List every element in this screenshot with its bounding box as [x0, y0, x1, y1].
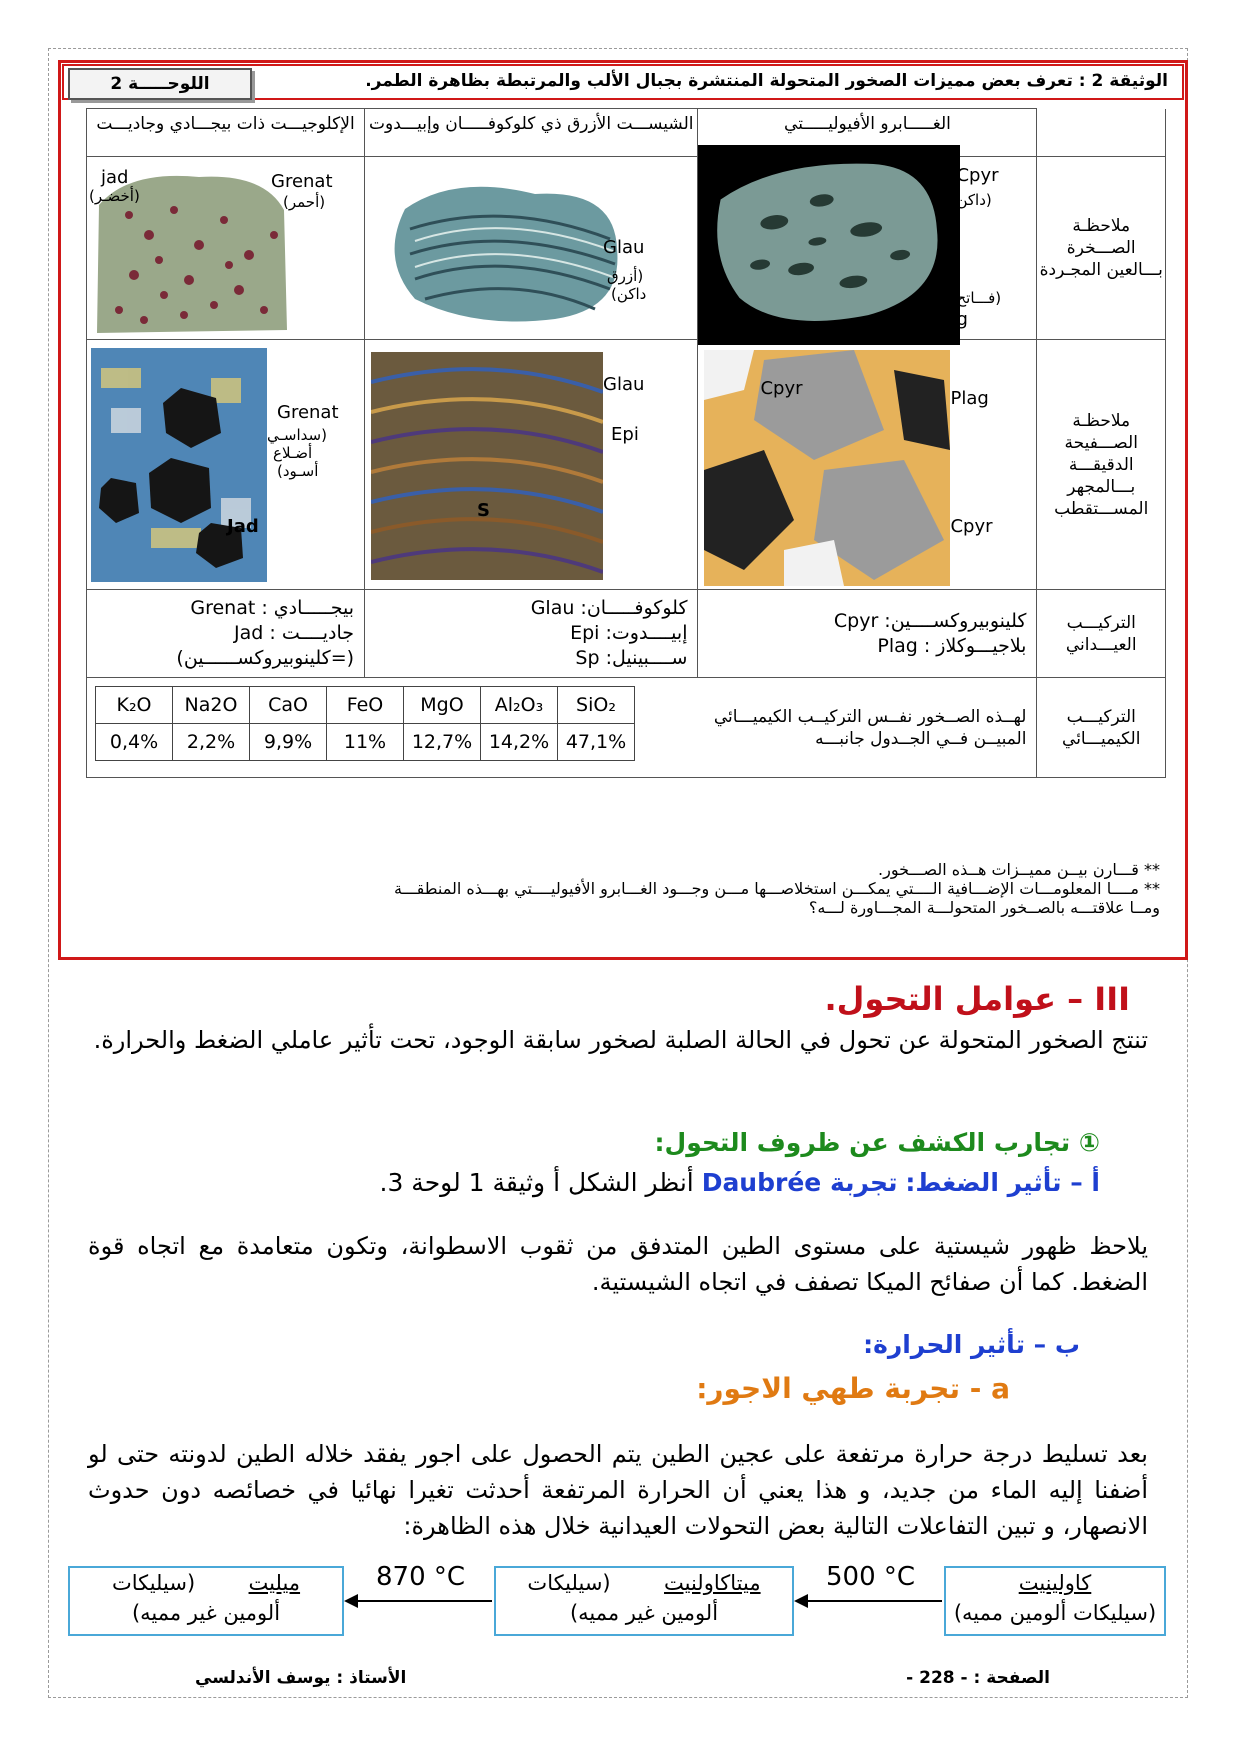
schist-mineral-1: كلوكوفـــــان: Glau — [530, 597, 688, 619]
label-glau-micro: Glau — [603, 374, 645, 395]
experiments-title: ① تجارب الكشف عن ظروف التحول: — [654, 1128, 1100, 1157]
chem-value-cao: 9,9% — [250, 724, 327, 761]
label-s-micro: S — [477, 500, 491, 521]
gabbro-micro-cell — [698, 340, 1037, 590]
question-2: ** مــــا المعلومـــات الإضـــافية الــــتي يمكـــن استخلاصـــها مـــن وجـــود الغـــابرو الأفيوليــــتي بهـــذه المنطقـــة — [394, 879, 1160, 898]
label-jad-micro: Jad — [227, 516, 259, 537]
author: الأستاذ : يوسف الأندلسي — [195, 1668, 407, 1688]
mullite-sub-2: ألومين غير مميه) — [131, 1601, 281, 1625]
metakaolinite-line-1 — [496, 1568, 792, 1598]
eclogite-mineral-1: بيجـــــادي : Grenat — [190, 597, 355, 619]
chemical-note: لهــذه الصــخور نفــس التركيــب الكيميـــائي المبيــن فــي الجــدول جانبـــه — [698, 678, 1037, 778]
label-glau-hand: Glau — [603, 237, 645, 258]
label-plag-hand: g — [956, 309, 968, 330]
row-header-minerals: التركيـــب العيـــداني — [1037, 590, 1166, 678]
col-header-gabbro: الغـــــابرو الأفيوليـــــتي — [698, 109, 1037, 157]
schist-minerals — [365, 590, 698, 678]
label-cpyr-micro-2: Cpyr — [950, 516, 993, 537]
document-title: الوثيقة 2 : تعرف بعض مميزات الصخور المتحولة المنتشرة بجبال الألب والمرتبطة بظاهرة الطمر. — [365, 71, 1168, 91]
section-heading: III – عوامل التحول. — [824, 980, 1130, 1018]
mullite-title: ميليت — [248, 1571, 301, 1595]
eclogite-hand-cell — [87, 157, 365, 340]
chemical-table-cell — [87, 678, 698, 778]
chem-header-k2o: K₂O — [96, 687, 173, 724]
chem-header-al2o3: Al₂O₃ — [481, 687, 558, 724]
gabbro-hand-image — [698, 145, 960, 345]
label-cpyr-hand: Cpyr — [956, 165, 999, 186]
label-plag-micro: Plag — [950, 388, 989, 409]
mullite-sub: (سيليكات — [111, 1571, 196, 1595]
corner-cell — [1037, 109, 1166, 157]
temp-500: 500 °C — [826, 1562, 916, 1592]
schist-mineral-3: ســــبينيل: Sp — [575, 647, 688, 669]
gabbro-mineral-1: كلينوبيروكســــين: Cpyr — [833, 609, 1027, 632]
chem-header-feo: FeO — [327, 687, 404, 724]
label-grenat-desc-3: أسـود) — [277, 462, 319, 480]
label-plag-color: (فـــاتح — [956, 289, 1002, 307]
schist-mineral-2: إبيــــدوت: Epi — [570, 622, 688, 644]
col-header-schist: الشيســـت الأزرق ذي كلوكوفـــــان وإبيـــدوت — [365, 109, 698, 157]
label-grenat: Grenat — [271, 171, 333, 192]
metakaolinite-box — [494, 1566, 794, 1636]
gabbro-micro-image — [704, 350, 950, 586]
chem-value-feo: 11% — [327, 724, 404, 761]
eclogite-micro-cell — [87, 340, 365, 590]
chem-value-k2o: 0,4% — [96, 724, 173, 761]
pressure-text: يلاحظ ظهور شيستية على مستوى الطين المتدفق من ثقوب الاسطوانة، وتكون متعامدة مع اتجاه قوة الضغط. كما أن صفائح الميكا تصفف في اتجاه الشيستية. — [88, 1232, 1148, 1296]
gabbro-mineral-2: بلاجيـــوكلاز : Plag — [877, 634, 1027, 657]
question-1: ** قـــارن بيــن مميــزات هــذه الصـــخور. — [878, 860, 1160, 879]
eclogite-micro-image — [91, 348, 267, 582]
metakaolinite-title: ميتاكاولنيت — [664, 1571, 761, 1595]
schist-hand-image — [385, 179, 625, 329]
schist-micro-cell — [365, 340, 698, 590]
label-grenat-desc-1: (سداسـي — [267, 426, 327, 444]
pressure-experiment: تجربة Daubrée — [701, 1168, 898, 1197]
kaolinite-title: كاولينيت — [1018, 1571, 1092, 1595]
chem-header-cao: CaO — [250, 687, 327, 724]
schist-micro-image — [371, 352, 603, 580]
pressure-label: أ – تأثير الضغط: — [905, 1168, 1100, 1197]
chem-header-na2o: Na2O — [173, 687, 250, 724]
metakaolinite-sub: (سيليكات — [527, 1571, 611, 1595]
questions — [150, 860, 1160, 917]
document-header — [62, 64, 1184, 100]
gabbro-hand-cell — [698, 157, 1037, 340]
chem-value-al2o3: 14,2% — [481, 724, 558, 761]
label-jad: jad — [101, 167, 129, 188]
page-number: الصفحة : - 228 - — [906, 1668, 1050, 1688]
label-cpyr-micro-1: Cpyr — [760, 378, 803, 399]
label-jad-color: (أخضـر) — [89, 187, 140, 205]
kaolinite-sub: (سيليكات ألومين مميه) — [953, 1601, 1157, 1625]
temp-870: 870 °C — [376, 1562, 466, 1592]
arrow-2-line — [350, 1600, 492, 1602]
heat-label: ب – تأثير الحرارة: — [863, 1330, 1080, 1359]
schist-hand-cell — [365, 157, 698, 340]
metakaolinite-sub-2: ألومين غير مميه) — [569, 1601, 719, 1625]
label-glau-color-2: داكن) — [611, 285, 647, 303]
label-grenat-desc-2: أضـلاع — [273, 444, 313, 462]
col-header-eclogite: الإكلوجيـــت ذات بيجـــادي وجاديـــت — [87, 109, 365, 157]
chemical-table — [95, 686, 635, 761]
brick-text: بعد تسليط درجة حرارة مرتفعة على عجين الطين يتم الحصول على اجور يفقد خلاله الطين لدونته حتى لو أضفنا إليه الماء من جديد، و هذا يعني أن الحرارة المرتفعة أحدثت تغيرا نهائيا في خصائصه دون حدوث الانصهار، و تبين التفاعلات التالية بعض التحولات العيدانية خلال هذه الظاهرة: — [88, 1440, 1148, 1540]
chem-header-sio2: SiO₂ — [558, 687, 635, 724]
mullite-line-1 — [70, 1568, 342, 1598]
kaolinite-box — [944, 1566, 1166, 1636]
label-epi-micro: Epi — [611, 424, 639, 445]
eclogite-mineral-3: (=كلينوبيروكســــــين) — [176, 647, 355, 669]
arrow-1-head — [794, 1594, 808, 1608]
chem-header-mgo: MgO — [404, 687, 481, 724]
eclogite-mineral-2: جاديــــت : Jad — [234, 622, 355, 644]
pressure-reference: أنظر الشكل أ وثيقة 1 لوحة 3. — [379, 1168, 694, 1197]
rocks-table — [86, 108, 1166, 778]
label-grenat-color: (أحمر) — [283, 193, 326, 211]
arrow-2-head — [344, 1594, 358, 1608]
chem-value-mgo: 12,7% — [404, 724, 481, 761]
label-cpyr-color: (داكن — [956, 191, 992, 209]
eclogite-minerals — [87, 590, 365, 678]
board-tag: اللوحـــــة 2 — [68, 68, 252, 100]
label-grenat-micro: Grenat — [277, 402, 339, 423]
row-header-micro: ملاحظـة الصـــفيحة الدقيقـــة بـــالمجهر المســـتقطب — [1037, 340, 1166, 590]
brick-title: a - تجربة طهي الاجور: — [696, 1372, 1010, 1405]
row-header-hand: ملاحظـة الصـــخرة بـــالعين المجـردة — [1037, 157, 1166, 340]
label-glau-color-1: (أزرق — [607, 267, 644, 285]
pressure-line — [380, 1168, 1101, 1197]
chem-value-na2o: 2,2% — [173, 724, 250, 761]
section-intro: تنتج الصخور المتحولة عن تحول في الحالة الصلبة لصخور سابقة الوجود، تحت تأثير عاملي الضغط والحرارة. — [93, 1026, 1148, 1054]
chem-value-sio2: 47,1% — [558, 724, 635, 761]
mullite-box — [68, 1566, 344, 1636]
gabbro-minerals — [698, 590, 1037, 678]
row-header-chemical: التركيـــب الكيميـــائي — [1037, 678, 1166, 778]
question-3: ومــا علاقتـــه بالصــخور المتحولـــة المجـــاورة لـــه؟ — [808, 898, 1160, 917]
arrow-1-line — [800, 1600, 942, 1602]
